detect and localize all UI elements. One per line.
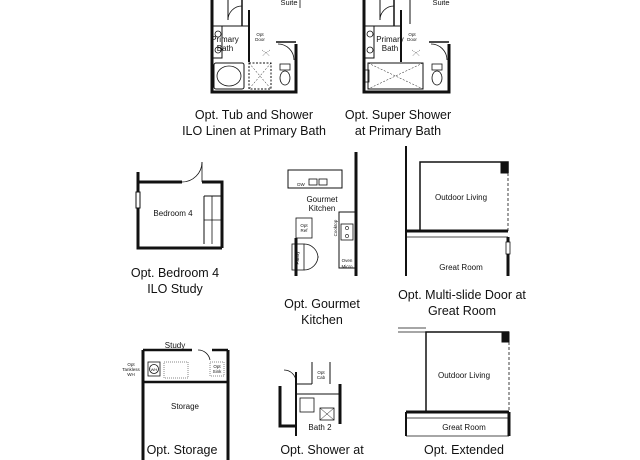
plan6-opt-sink-line2: Sink [212,369,222,374]
caption-tub-shower-line2: ILO Linen at Primary Bath [182,124,326,138]
plan-tub-shower [211,0,300,92]
plan-super-shower [364,0,450,92]
plan4-opt-ref-line2: Ref [300,228,308,233]
caption-storage-line1: Opt. Storage [146,443,218,457]
plan8-outdoor-label: Outdoor Living [437,371,491,380]
plan6-study-label: Study [164,341,186,350]
caption-extended [384,442,544,458]
plan4-opt-ref-line1: Opt [300,223,308,228]
caption-gourmet-line1: Opt. Gourmet [284,297,360,311]
caption-storage [112,442,252,458]
plan6-tankless-line2: Tankless [122,367,140,372]
plan4-oven-line2: Micro [341,264,353,269]
plan-shower-bath2 [280,362,340,436]
plan1-room-label-line1: Primary [211,35,239,44]
caption-super-shower [318,107,478,139]
plan-extended-outdoor [398,328,509,436]
plan2-suite-label: Suite [432,0,450,7]
caption-multislide-line2: Great Room [427,304,497,318]
plan-multislide-door [406,146,510,276]
caption-shower-bath2 [242,442,402,458]
plan3-room-label: Bedroom 4 [153,209,193,218]
plan2-room-label-line2: Bath [381,44,399,53]
plan5-great-room-label: Great Room [439,263,483,272]
plan1-opt-door-line2: Door [255,37,265,42]
plan7-opt-cab-line2: Cab [316,375,326,380]
caption-tub-shower-line1: Opt. Tub and Shower [194,108,314,122]
plan6-tankless-line1: Opt [127,362,135,367]
caption-shower-bath2-line1: Opt. Shower at [280,443,364,457]
caption-gourmet [252,296,392,328]
plan4-dw-label: DW [297,182,305,187]
plan1-opt-door-line1: Opt [256,32,264,37]
caption-multislide [372,287,552,319]
plan7-opt-cab-line1: Opt [317,370,325,375]
plan4-room-label-line2: Kitchen [308,204,336,213]
caption-bedroom4-line1: Opt. Bedroom 4 [130,266,220,280]
caption-gourmet-line2: Kitchen [301,313,343,327]
plan1-suite-label: Suite [280,0,298,7]
caption-super-shower-line1: Opt. Super Shower [344,108,452,122]
plan6-room-label: Storage [170,402,200,411]
plan4-cooktop-label: Cooktop [333,219,338,237]
plan4-pantry-label: Pantry [295,251,300,265]
caption-multislide-line1: Opt. Multi-slide Door at [398,288,526,302]
plan2-room-label-line1: Primary [376,35,404,44]
plan6-opt-sink-line1: Opt [213,364,221,369]
plan-bedroom4 [136,162,222,248]
plan6-tankless-line3: WH [127,372,135,377]
caption-super-shower-line2: at Primary Bath [354,124,442,138]
plan2-opt-door-line1: Opt [408,32,416,37]
plan7-room-label: Bath 2 [308,423,332,432]
caption-extended-line1: Opt. Extended [424,443,504,457]
plan-gourmet-kitchen [288,152,356,276]
plan6-wh-label: WH [150,367,158,372]
caption-bedroom4-line2: ILO Study [147,282,203,296]
plan4-room-label-line1: Gourmet [306,195,338,204]
plan2-opt-door-line2: Door [407,37,417,42]
plan5-outdoor-label: Outdoor Living [434,193,488,202]
caption-bedroom4 [105,265,245,297]
plan4-oven-line1: Oven [341,258,353,263]
plan8-great-room-label: Great Room [442,423,486,432]
plan1-room-label-line2: Bath [216,44,234,53]
caption-tub-shower [164,107,344,139]
